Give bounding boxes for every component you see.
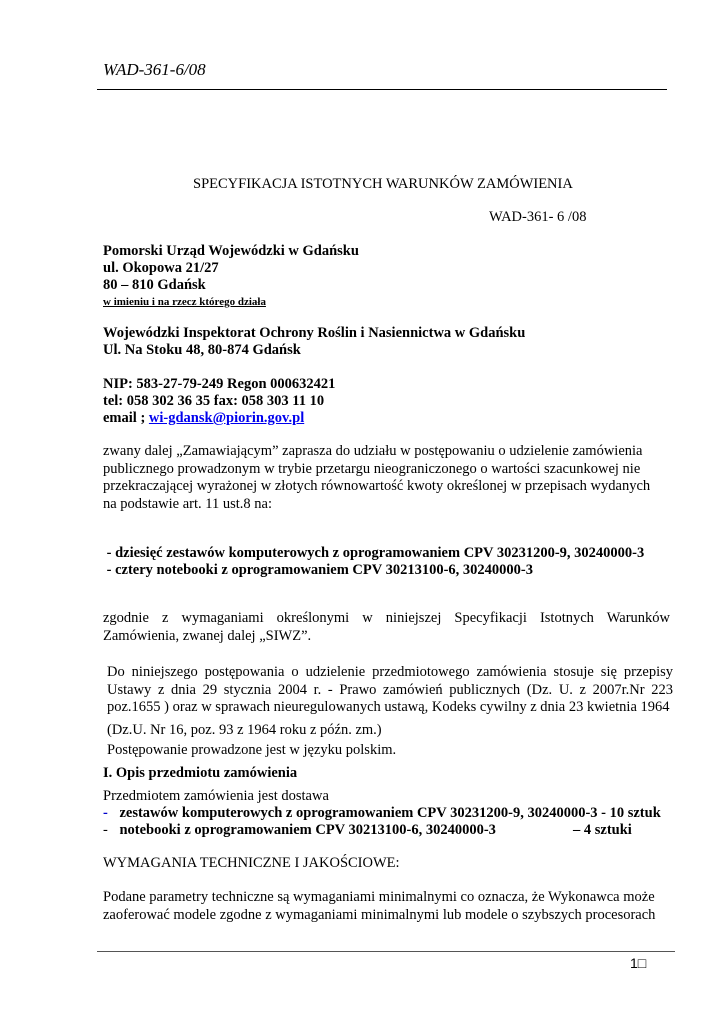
language-statement: Postępowanie prowadzone jest w języku polskim. xyxy=(107,742,397,758)
technical-paragraph xyxy=(103,889,663,924)
office-note: w imieniu i na rzecz którego działa xyxy=(103,296,266,308)
law-line: poz.1655 ) oraz w sprawach nieuregulowanych ustawą, Kodeks cywilny z dnia 23 kwietnia 1964 xyxy=(107,699,670,715)
footer-rule xyxy=(97,951,675,952)
office-street: ul. Okopowa 21/27 xyxy=(103,260,219,276)
intro-line: publicznego prowadzonym w trybie przetargu nieograniczonego o wartości szacunkowej nie xyxy=(103,460,641,477)
item-computers: - dziesięć zestawów komputerowych z oprogramowaniem CPV 30231200-9, 30240000-3 xyxy=(103,545,645,561)
page-number-glyph: □ xyxy=(637,955,647,971)
intro-line: przekraczającej wyrażonej w złotych równowartość kwoty określonej w przepisach wydanych xyxy=(103,478,651,494)
reference-number: WAD-361- 6 /08 xyxy=(489,209,587,225)
intro-line: zwany dalej „Zamawiającym” zaprasza do udziału w postępowaniu o udzielenie zamówienia xyxy=(103,443,643,459)
email-label: email ; xyxy=(103,410,149,426)
email-link[interactable]: wi-gdansk@piorin.gov.pl xyxy=(148,410,305,426)
page-number-value: 1 xyxy=(630,955,638,971)
siwz-line: Zamówienia, zwanej dalej „SIWZ”. xyxy=(103,627,312,644)
page-number xyxy=(630,955,646,971)
law-line: Ustawy z dnia 29 stycznia 2004 r. - Prawo zamówień publicznych (Dz. U. z 2007r.Nr 223 xyxy=(107,681,673,698)
tel-fax: tel: 058 302 36 35 fax: 058 303 11 10 xyxy=(103,393,325,409)
office-city: 80 – 810 Gdańsk xyxy=(103,277,206,293)
intro-paragraph xyxy=(103,443,663,513)
document-id-header: WAD-361-6/08 xyxy=(103,60,206,79)
subject-intro: Przedmiotem zamówienia jest dostawa xyxy=(103,788,329,804)
email-line xyxy=(103,410,304,427)
law-paragraph xyxy=(107,664,673,739)
section-1-title: I. Opis przedmiotu zamówienia xyxy=(103,765,298,781)
law-line: Do niniejszego postępowania o udzielenie przedmiotowego zamówienia stosuje się przepisy xyxy=(107,664,673,680)
siwz-line: zgodnie z wymaganiami określonymi w niniejszej Specyfikacji Istotnych Warunków xyxy=(103,610,670,626)
tech-line: zaoferować modele zgodne z wymaganiami minimalnymi lub modele o szybszych procesorach xyxy=(103,906,656,923)
inspectorate-address: Ul. Na Stoku 48, 80-874 Gdańsk xyxy=(103,342,301,358)
subject-item-notebooks xyxy=(103,822,496,839)
subject-item-computers xyxy=(103,805,661,822)
office-name: Pomorski Urząd Wojewódzki w Gdańsku xyxy=(103,243,359,259)
tech-line: Podane parametry techniczne są wymaganiami minimalnymi co oznacza, że Wykonawca może xyxy=(103,889,655,905)
document-title: SPECYFIKACJA ISTOTNYCH WARUNKÓW ZAMÓWIENIA xyxy=(193,176,573,192)
subject-item-quantity: – 4 sztuki xyxy=(573,822,632,838)
subject-item-text: notebooki z oprogramowaniem CPV 30213100-6, 30240000-3 xyxy=(119,822,496,838)
header-rule xyxy=(97,89,667,90)
intro-line: na podstawie art. 11 ust.8 na: xyxy=(103,495,272,512)
siwz-paragraph xyxy=(103,610,670,645)
item-notebooks: - cztery notebooki z oprogramowaniem CPV 30213100-6, 30240000-3 xyxy=(103,562,533,578)
inspectorate-name: Wojewódzki Inspektorat Ochrony Roślin i Nasiennictwa w Gdańsku xyxy=(103,325,526,341)
list-dash: - xyxy=(103,805,108,821)
law-line: (Dz.U. Nr 16, poz. 93 z 1964 roku z późn. zm.) xyxy=(107,721,382,738)
subject-item-text: zestawów komputerowych z oprogramowaniem CPV 30231200-9, 30240000-3 - 10 sztuk xyxy=(119,805,661,821)
list-dash: - xyxy=(103,822,108,838)
nip-regon: NIP: 583-27-79-249 Regon 000632421 xyxy=(103,376,336,392)
technical-requirements-title: WYMAGANIA TECHNICZNE I JAKOŚCIOWE: xyxy=(103,855,400,871)
